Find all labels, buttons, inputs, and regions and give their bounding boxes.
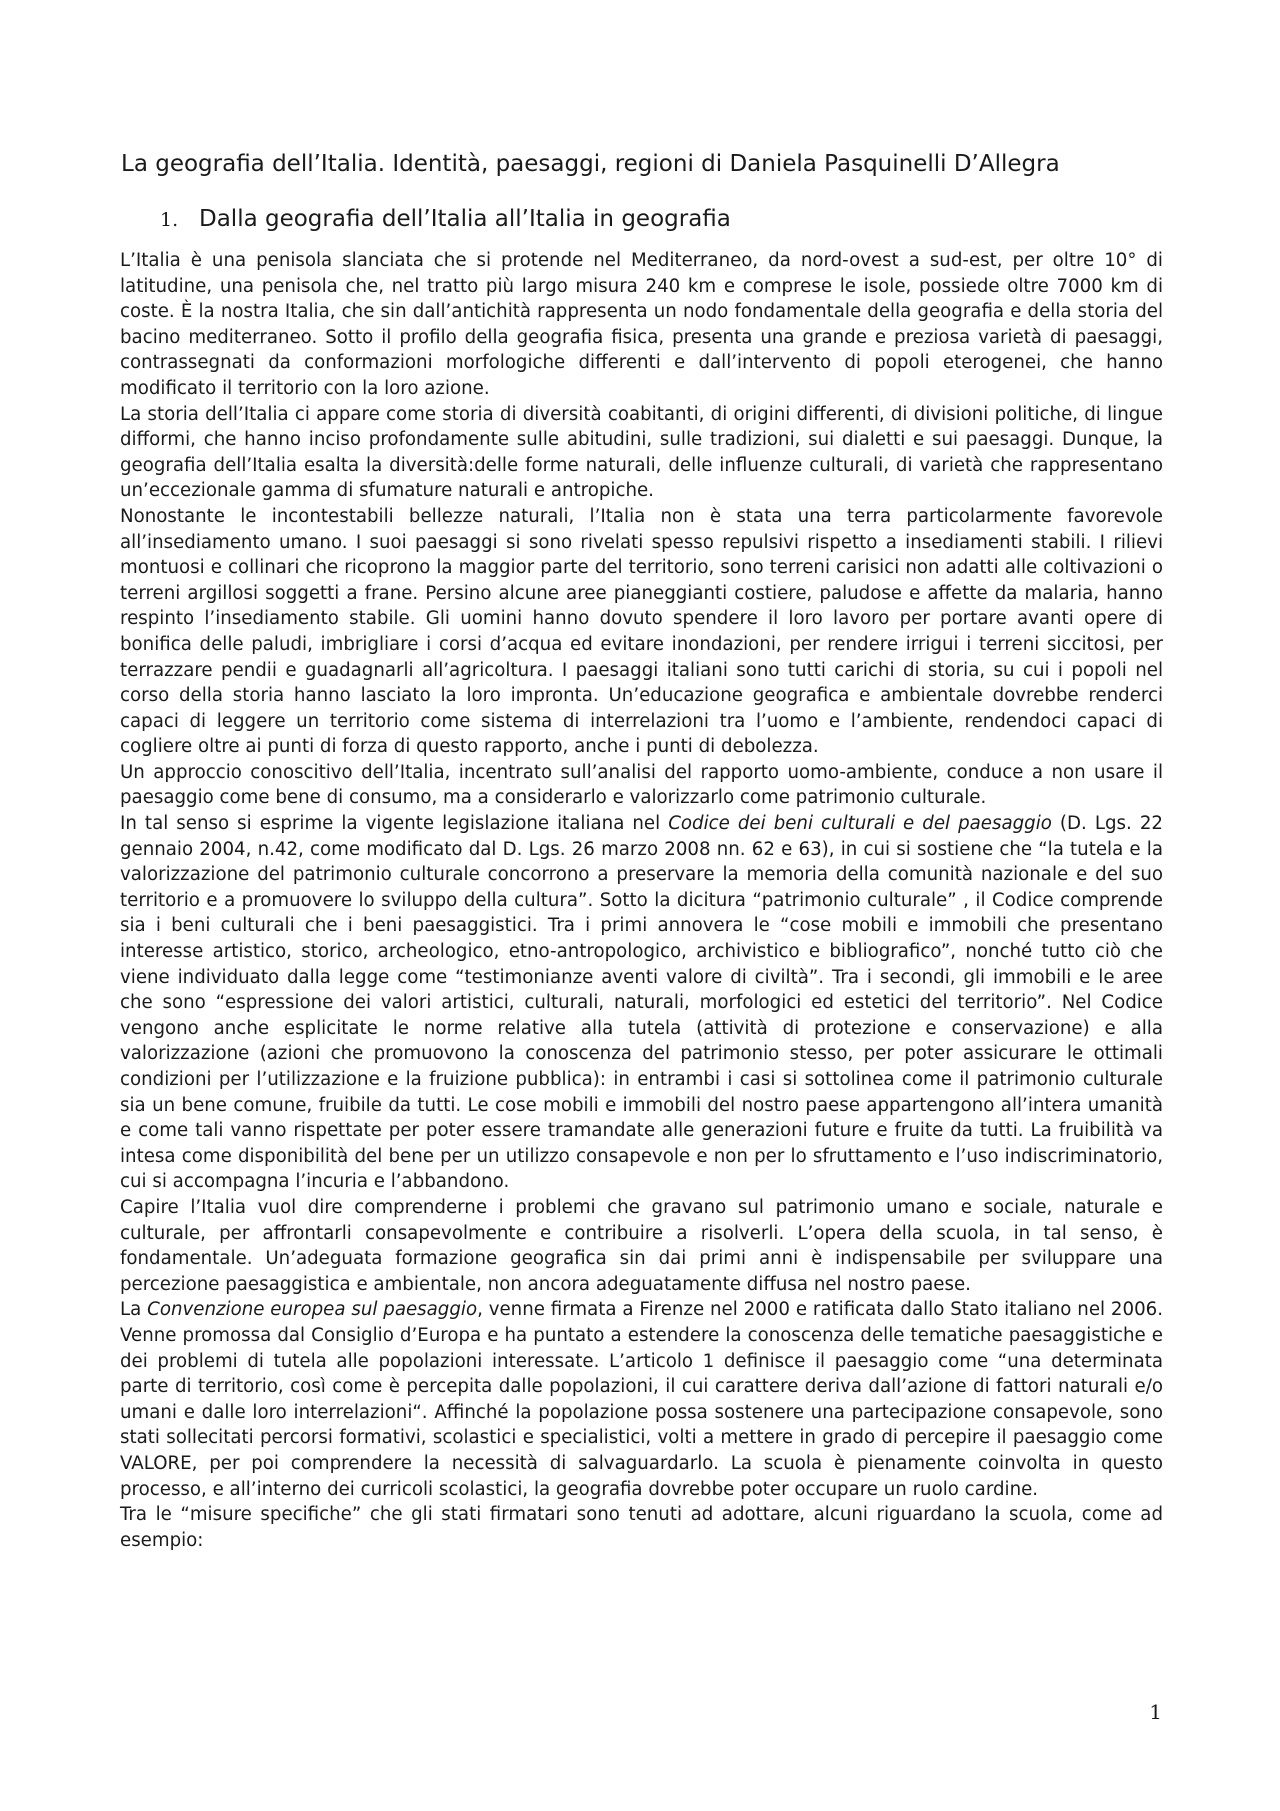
convenzione-title-italic: Convenzione europea sul paesaggio xyxy=(147,1299,478,1321)
document-title: La geografia dell’Italia. Identità, paesaggi, regioni di Daniela Pasquinelli D’Allegra xyxy=(121,151,1060,177)
paragraph-text: (D. Lgs. 22 gennaio 2004, n.42, come modificato dal D. Lgs. 26 marzo 2008 nn. 62 e 63), in cui si sostiene che “la tutela e la valorizzazione del patrimonio culturale concorrono a preservare la memoria della comunità nazionale e del suo territorio e a promuovere lo sviluppo della cultura”. Sotto la dicitura “patrimonio culturale” , il Codice comprende sia i beni culturali che i beni paesaggistici. Tra i primi annovera le “cose mobili e immobili che presentano interesse artistico, storico, archeologico, etno-antropologico, archivistico e bibliografico”, nonché tutto ciò che viene individuato dalla legge come “testimonianze aventi valore di civiltà”. Tra i secondi, gli immobili e le aree che sono “espressione dei valori artistici, culturali, naturali, morfologici ed estetici del territorio”. Nel Codice vengono anche esplicitate le norme relative alla tutela (attività di protezione e conservazione) e alla valorizzazione (azioni che promuovono la conoscenza del patrimonio stesso, per poter assicurare le ottimali condizioni per l’utilizzazione e la fruizione pubblica): in entrambi i casi si sottolinea come il patrimonio culturale sia un bene comune, fruibile da tutti. Le cose mobili e immobili del nostro paese appartengono all’intera umanità e come tali vanno rispettate per poter essere tramandate alle generazioni future e fruite da tutti. La fruibilità va intesa come disponibilità del bene per un utilizzo consapevole e non per lo sfruttamento e l’uso indiscriminatorio, cui si accompagna l’incuria e l’abbandono. xyxy=(120,813,1163,1193)
section-number: 1. xyxy=(160,209,179,231)
section-heading xyxy=(160,204,1160,235)
body-text xyxy=(120,248,1163,1553)
paragraph: Capire l’Italia vuol dire comprenderne i problemi che gravano sul patrimonio umano e sociale, naturale e culturale, per affrontarli consapevolmente e contribuire a risolverli. L’opera della scuola, in tal senso, è fondamentale. Un’adeguata formazione geografica sin dai primi anni è indispensabile per sviluppare una percezione paesaggistica e ambientale, non ancora adeguatamente diffusa nel nostro paese. xyxy=(120,1196,1163,1295)
paragraph: Tra le “misure specifiche” che gli stati firmatari sono tenuti ad adottare, alcuni riguardano la scuola, come ad esempio: xyxy=(120,1504,1163,1551)
paragraph: L’Italia è una penisola slanciata che si protende nel Mediterraneo, da nord-ovest a sud-est, per oltre 10° di latitudine, una penisola che, nel tratto più largo misura 240 km e comprese le isole, possiede oltre 7000 km di coste. È la nostra Italia, che sin dall’antichità rappresenta un nodo fondamentale della geografia e della storia del bacino mediterraneo. Sotto il profilo della geografia fisica, presenta una grande e preziosa varietà di paesaggi, contrassegnati da conformazioni morfologiche differenti e dall’intervento di popoli eterogenei, che hanno modificato il territorio con la loro azione. xyxy=(120,250,1163,399)
paragraph-text: In tal senso si esprime la vigente legislazione italiana nel xyxy=(120,813,669,835)
paragraph xyxy=(120,811,1163,1195)
paragraph xyxy=(120,1297,1163,1502)
paragraph: La storia dell’Italia ci appare come storia di diversità coabitanti, di origini differenti, di divisioni politiche, di lingue difformi, che hanno inciso profondamente sulle abitudini, sulle tradizioni, sui dialetti e sui paesaggi. Dunque, la geografia dell’Italia esalta la diversità:delle forme naturali, delle influenze culturali, di varietà che rappresentano un’eccezionale gamma di sfumature naturali e antropiche. xyxy=(120,403,1163,502)
codice-title-italic: Codice dei beni culturali e del paesaggio xyxy=(668,813,1052,835)
paragraph-text: , venne firmata a Firenze nel 2000 e ratificata dallo Stato italiano nel 2006. Venne promossa dal Consiglio d’Europa e ha puntato a estendere la conoscenza delle tematiche paesaggistiche e dei problemi di tutela alle popolazioni interessate. L’articolo 1 definisce il paesaggio come “una determinata parte di territorio, così come è percepita dalle popolazioni, il cui carattere deriva dall’azione di fattori naturali e/o umani e dalle loro interrelazioni“. Affinché la popolazione possa sostenere una partecipazione consapevole, sono stati sollecitati percorsi formativi, scolastici e specialistici, volti a mettere in grado di percepire il paesaggio come VALORE, per poi comprendere la necessità di salvaguardarlo. La scuola è pienamente coinvolta in questo processo, e all’interno dei curricoli scolastici, la geografia dovrebbe poter occupare un ruolo cardine. xyxy=(120,1299,1163,1500)
section-heading-text: Dalla geografia dell’Italia all’Italia in geografia xyxy=(199,206,731,232)
paragraph: Nonostante le incontestabili bellezze naturali, l’Italia non è stata una terra particolarmente favorevole all’insediamento umano. I suoi paesaggi si sono rivelati spesso repulsivi rispetto a insediamenti stabili. I rilievi montuosi e collinari che ricoprono la maggior parte del territorio, sono terreni carisici non adatti alle coltivazioni o terreni argillosi soggetti a frane. Persino alcune aree pianeggianti costiere, paludose e affette da malaria, hanno respinto l’insediamento stabile. Gli uomini hanno dovuto spendere il loro lavoro per portare avanti opere di bonifica delle paludi, imbrigliare i corsi d’acqua ed evitare inondazioni, per rendere irrigui i terreni siccitosi, per terrazzare pendii e guadagnarli all’agricoltura. I paesaggi italiani sono tutti carichi di storia, su cui i popoli nel corso della storia hanno lasciato la loro impronta. Un’educazione geografica e ambientale dovrebbe renderci capaci di leggere un territorio come sistema di interrelazioni tra l’uomo e l’ambiente, rendendoci capaci di cogliere oltre ai punti di forza di questo rapporto, anche i punti di debolezza. xyxy=(120,505,1163,758)
page-number: 1 xyxy=(1149,1700,1162,1724)
paragraph-text: La xyxy=(120,1299,148,1321)
paragraph: Un approccio conoscitivo dell’Italia, incentrato sull’analisi del rapporto uomo-ambiente, conduce a non usare il paesaggio come bene di consumo, ma a considerarlo e valorizzarlo come patrimonio culturale. xyxy=(120,761,1163,809)
